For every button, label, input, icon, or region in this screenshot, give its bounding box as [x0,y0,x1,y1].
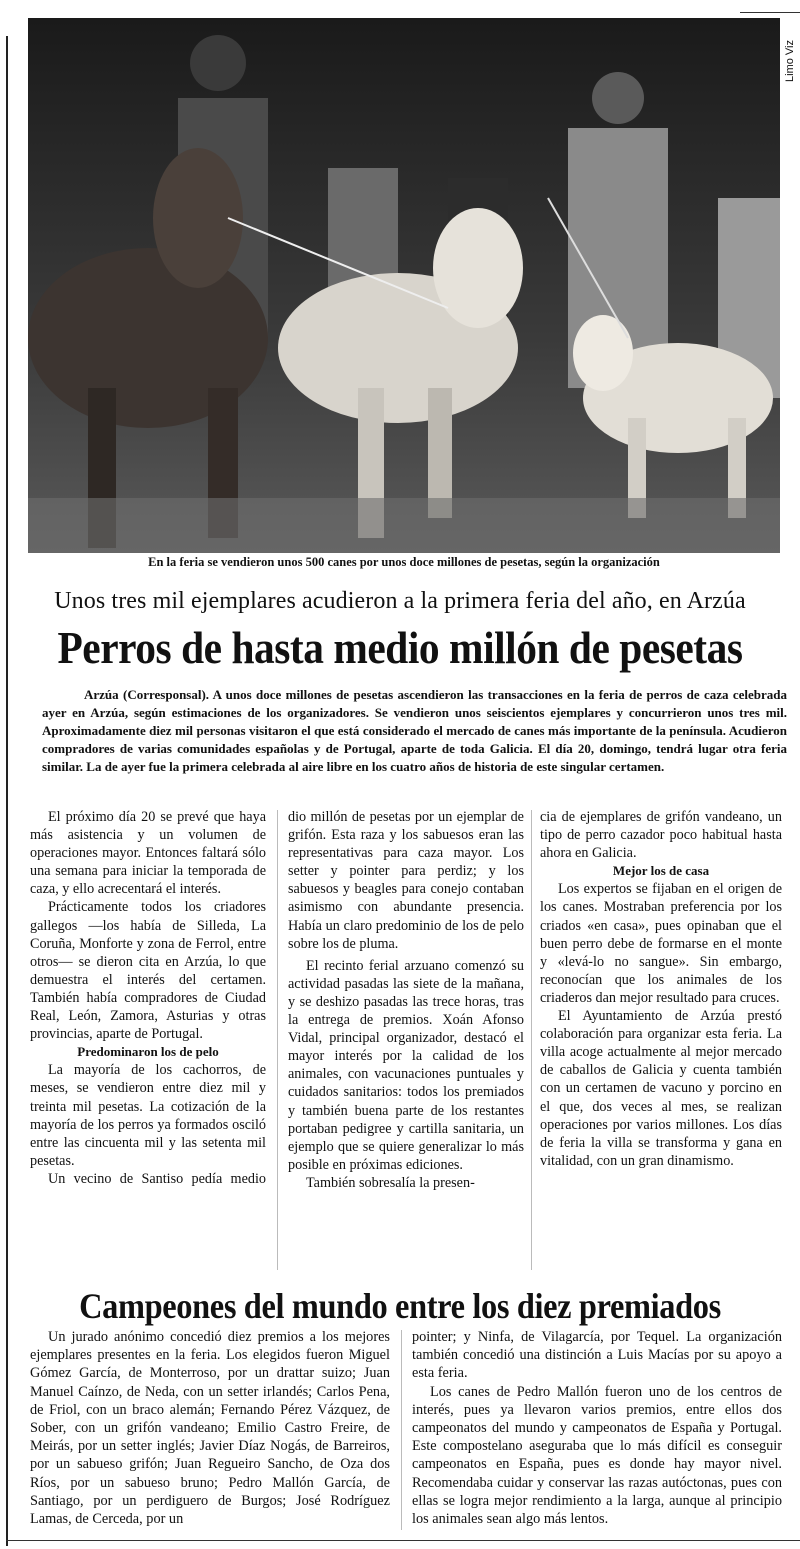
paragraph: La mayoría de los cachorros, de meses, se vendieron entre diez mil y treinta mil pesetas. La cotización de la mayoría de los perros ya formados osciló entre las cincuenta mil y las setenta mil pesetas. [30,1062,266,1169]
article-column-1 [30,808,266,1188]
paragraph: Los expertos se fijaban en el origen de los canes. Mostraban preferencia por los criados «en casa», pues opinaban que el buen perro debe de formarse en el monte y «levá-lo no sangue». Sin embargo, reconocían que los animales de los criaderos dan mejor resultado para cruces. [540,881,782,1006]
page-left-rule [6,36,8,1546]
paragraph: También sobresalía la presen- [306,1174,475,1191]
paragraph-continued: pointer; y Ninfa, de Vilagarcía, por Tequel. La organización también concedió una distinción a Luis Macías por su apoyo a esta feria. [412,1329,782,1382]
article-headline: Perros de hasta medio millón de pesetas [57,623,743,673]
paragraph: El recinto ferial arzuano comenzó su actividad pasadas las siete de la mañana, y se deshizo pasadas las trece horas, tras la entrega de premios. Xoán Afonso Vidal, principal organizador, destacó el mayor interés por la calidad de los animales, con vacunaciones puntuales y cuidados sanitarios: todos los premiados y también buena parte de los restantes portaban pedigree y cartilla sanitaria, un ejemplo que se quiere generalizar lo más posible en próximas ediciones. [288,957,524,1173]
article-lead: Arzúa (Corresponsal). A unos doce millones de pesetas ascendieron las transacciones en la feria de perros de caza celebrada ayer en Arzúa, según estimaciones de los organizadores. Se vendieron unos seiscientos ejemplares y concurrieron unos tres mil. Aproximadamente diez mil personas visitaron el que está considerado el mercado de canes más importante de la península. Acudieron compradores de varias comunidades españolas y de Portugal, aparte de toda Galicia. El día 20, domingo, tendrá lugar otra feria similar. La de ayer fue la primera celebrada al aire libre en los cuatro años de historia de este singular certamen. [42,687,787,774]
article-column-3 [540,808,782,1170]
paragraph: El Ayuntamiento de Arzúa prestó colaboración para organizar esta feria. La villa acoge actualmente al mejor mercado de caballos de Galicia y cuenta también con un certamen de vacuno y porcino en el que, dos veces al mes, se realizan operaciones por varios millones. Los días de feria la villa se transforma y gana en vitalidad, con un gran dinamismo. [540,1008,782,1169]
second-article-headline: Campeones del mundo entre los diez premiados [79,1286,721,1326]
paragraph: Un jurado anónimo concedió diez premios a los mejores ejemplares presentes en la feria. Los elegidos fueron Miguel Gómez García, de Monterroso, por un drattar suizo; Juan Manuel Caínzo, de Neda, con un setter irlandés; Carlos Pena, de Friol, con un braco alemán; Fernando Pérez Vázquez, de Sober, con un grifón vandeano; Emilio Castro Freire, de Meirás, por un setter inglés; Javier Díaz Nogás, de Barreiros, por un sabueso grifón; Juan Regueiro Sancho, de Oza dos Ríos, por un sabueso bruno; Pedro Mallón García, de Santiago, por un perdiguero de Burgos; José Rodríguez Lamas, de Cerceda, por un [30,1329,390,1528]
article-kicker: Unos tres mil ejemplares acudieron a la primera feria del año, en Arzúa [54,588,746,614]
news-photo-dogs-fair [28,18,780,553]
second-article-column-2 [412,1328,782,1528]
paragraph: Prácticamente todos los criadores gallegos —los había de Silleda, La Coruña, Monforte y zona de Ferrol, entre otros— se dieron cita en Arzúa, lo que demuestra el interés del certamen. También había compradores de Ciudad Real, León, Zamora, Asturias y otras provincias, aparte de Portugal. [30,899,266,1043]
paragraph: Los canes de Pedro Mallón fueron uno de los centros de interés, pues ya llevaron varios premios, entre ellos dos campeonatos del mundo y campeonatos de España y Portugal. Este compostelano aseguraba que lo más difícil es conseguir campeonatos en España, pues es donde hay mayor nivel. Recomendaba cuidar y conservar las razas autóctonas, pues con ellas se logra mejor rendimiento a la larga, aunque al principio los animales sean algo más lentos. [412,1383,782,1528]
paragraph: El próximo día 20 se prevé que haya más asistencia y un volumen de operaciones mayor. Entonces faltará sólo una semana para iniciar la temporada de caza, y ello acrecentará el interés. [30,809,266,898]
photo-credit: Limo Viz [784,40,796,82]
second-article-column-1 [30,1328,390,1528]
article-column-2 [288,808,524,1192]
paragraph-continued: dio millón de pesetas por un ejemplar de grifón. Esta raza y los sabuesos eran las representativas para caza mayor. Los setter y pointer para perdiz; y los sabuesos y beagles para conejo contaban asimismo con abundante presencia. Había un claro predominio de los de pelo sobre los de pluma. [288,809,524,952]
paragraph-continued: cia de ejemplares de grifón vandeano, un tipo de perro cazador poco habitual hasta ahora en Galicia. [540,809,782,862]
photo-caption: En la feria se vendieron unos 500 canes por unos doce millones de pesetas, según la organización [148,555,660,569]
column-divider [277,810,278,1270]
column-divider [531,810,532,1270]
page-bottom-rule [6,1540,800,1541]
subheading: Mejor los de casa [612,863,710,879]
photo-illustration [28,18,780,553]
subheading: Predominaron los de pelo [77,1044,219,1060]
page-top-rule [740,12,800,13]
column-divider [401,1330,402,1530]
paragraph: Un vecino de Santiso pedía medio [48,1170,266,1187]
